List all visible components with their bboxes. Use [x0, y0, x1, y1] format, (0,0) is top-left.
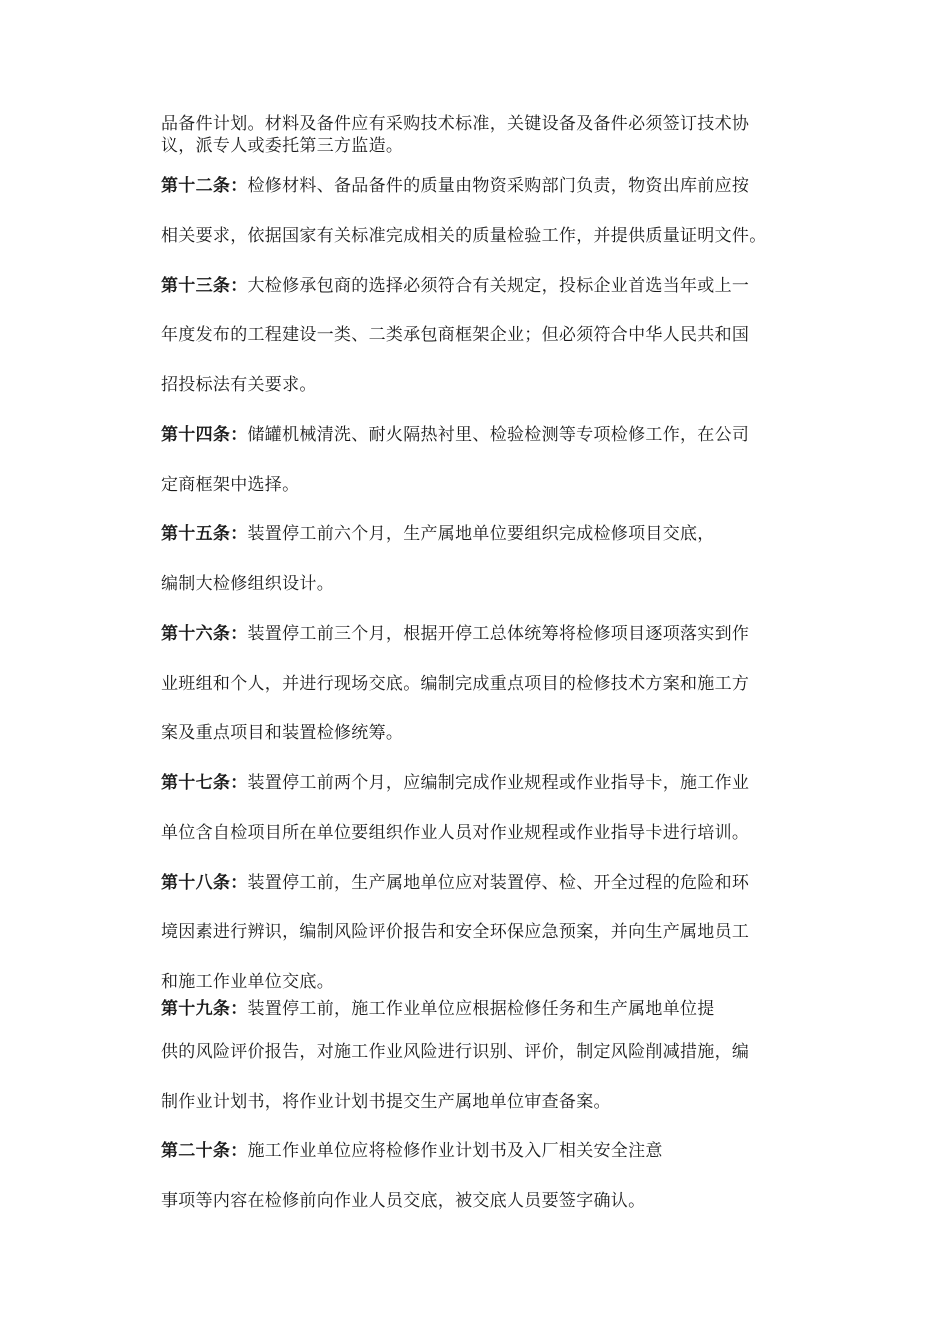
article-text: 装置停工前六个月，生产属地单位要组织完成检修项目交底， — [247, 524, 715, 544]
article-label: 第十四条： — [161, 425, 248, 445]
article-20-first-line — [161, 1139, 801, 1163]
article-text: 装置停工前，生产属地单位应对装置停、检、开全过程的危险和环 — [247, 873, 750, 893]
article-16-first-line — [161, 622, 801, 646]
paragraph-line: 定商框架中选择。 — [161, 475, 300, 495]
article-text: 检修材料、备品备件的质量由物资采购部门负责，物资出库前应按 — [247, 176, 750, 196]
article-text: 储罐机械清洗、耐火隔热衬里、检验检测等专项检修工作，在公司 — [247, 425, 750, 445]
article-label: 第十五条： — [161, 524, 248, 544]
paragraph-line: 供的风险评价报告，对施工作业风险进行识别、评价，制定风险削减措施，编 — [161, 1042, 750, 1062]
article-label: 第十二条： — [161, 176, 248, 196]
article-15-first-line — [161, 522, 801, 546]
paragraph-line: 议，派专人或委托第三方监造。 — [161, 136, 404, 156]
paragraph-line: 相关要求，依据国家有关标准完成相关的质量检验工作，并提供质量证明文件。 — [161, 226, 767, 246]
paragraph-line: 和施工作业单位交底。 — [161, 972, 334, 992]
article-17-first-line — [161, 771, 801, 795]
paragraph-line: 境因素进行辨识，编制风险评价报告和安全环保应急预案，并向生产属地员工 — [161, 922, 750, 942]
article-label: 第二十条： — [161, 1141, 248, 1161]
article-text: 大检修承包商的选择必须符合有关规定，投标企业首选当年或上一 — [247, 276, 750, 296]
article-label: 第十九条： — [161, 999, 248, 1019]
paragraph-line: 事项等内容在检修前向作业人员交底，被交底人员要签字确认。 — [161, 1191, 646, 1211]
paragraph-line: 业班组和个人，并进行现场交底。编制完成重点项目的检修技术方案和施工方 — [161, 674, 750, 694]
paragraph-line: 编制大检修组织设计。 — [161, 574, 334, 594]
article-19-first-line — [161, 997, 801, 1021]
article-text: 装置停工前三个月，根据开停工总体统筹将检修项目逐项落实到作 — [247, 624, 750, 644]
article-text: 施工作业单位应将检修作业计划书及入厂相关安全注意 — [247, 1141, 663, 1161]
article-12-first-line — [161, 174, 801, 198]
article-label: 第十三条： — [161, 276, 248, 296]
article-label: 第十七条： — [161, 773, 248, 793]
paragraph-line: 单位含自检项目所在单位要组织作业人员对作业规程或作业指导卡进行培训。 — [161, 823, 750, 843]
article-13-first-line — [161, 274, 801, 298]
article-14-first-line — [161, 423, 801, 447]
paragraph-line: 招投标法有关要求。 — [161, 375, 317, 395]
paragraph-line: 案及重点项目和装置检修统筹。 — [161, 723, 404, 743]
paragraph-line: 品备件计划。材料及备件应有采购技术标准，关键设备及备件必须签订技术协 — [161, 114, 750, 134]
paragraph-line: 年度发布的工程建设一类、二类承包商框架企业；但必须符合中华人民共和国 — [161, 325, 750, 345]
article-text: 装置停工前两个月，应编制完成作业规程或作业指导卡，施工作业 — [247, 773, 750, 793]
paragraph-line: 制作业计划书，将作业计划书提交生产属地单位审查备案。 — [161, 1092, 611, 1112]
article-label: 第十八条： — [161, 873, 248, 893]
article-label: 第十六条： — [161, 624, 248, 644]
article-18-first-line — [161, 871, 801, 895]
article-text: 装置停工前，施工作业单位应根据检修任务和生产属地单位提 — [247, 999, 715, 1019]
